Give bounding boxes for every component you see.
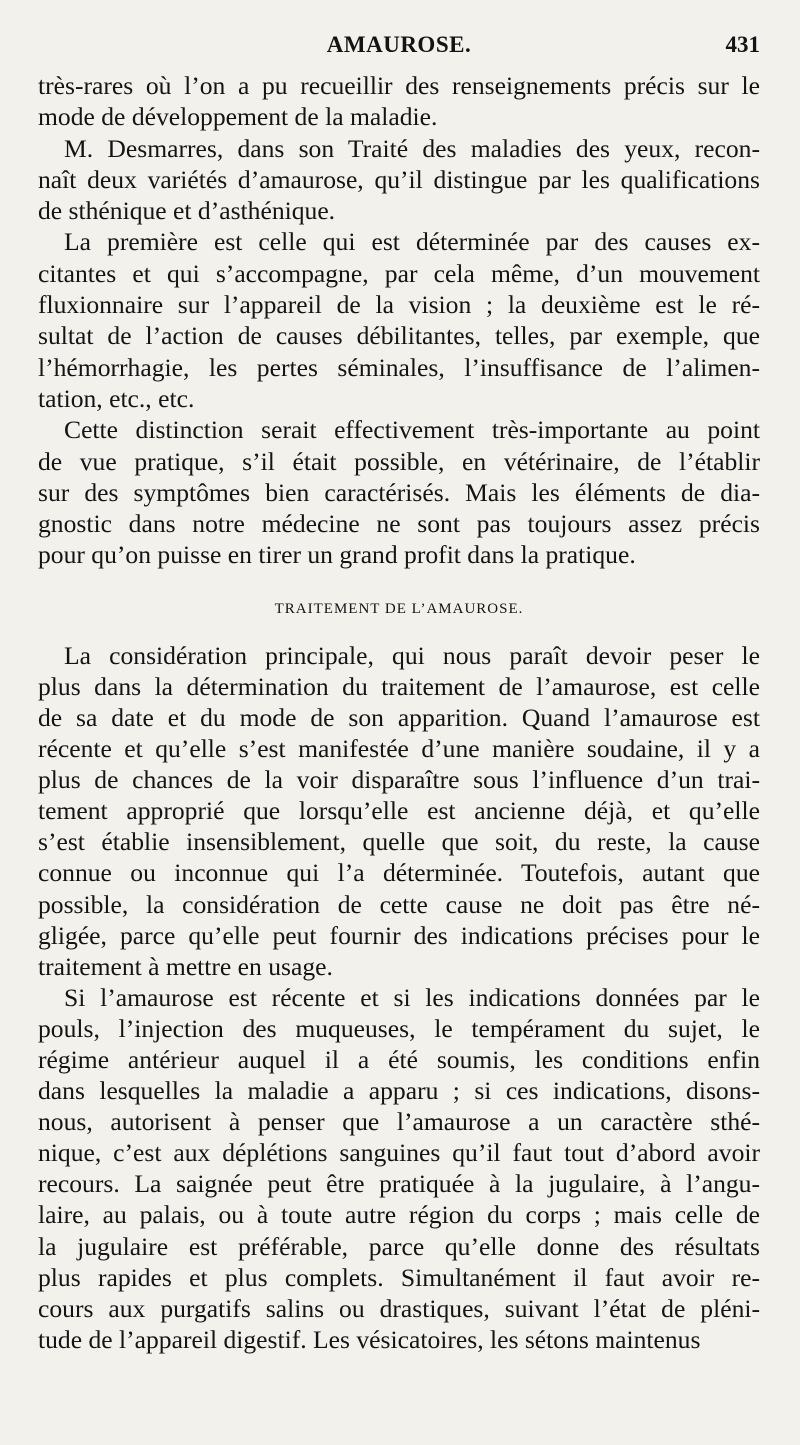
text-line: dans lesquelles la maladie a apparu ; si ces indications, disons- — [38, 1076, 760, 1106]
text-line: M. Desmarres, dans son Traité des maladies des yeux, recon- — [64, 133, 760, 163]
text-line: Cette distinction serait effectivement très-importante au point — [64, 415, 760, 445]
text-line: laire, au palais, ou à toute autre région du corps ; mais celle de — [38, 1200, 760, 1230]
text-line: recours. La saignée peut être pratiquée à la jugulaire, à l’angu- — [38, 1169, 760, 1199]
page-header — [38, 30, 760, 70]
text-line: plus rapides et plus complets. Simultanément il faut avoir re- — [38, 1262, 760, 1292]
text-line: fluxionnaire sur l’appareil de la vision ; la deuxième est le ré- — [38, 290, 760, 320]
text-line: sultat de l’action de causes débilitantes, telles, par exemple, que — [38, 321, 760, 351]
text-line: nous, autorisent à penser que l’amaurose a un caractère sthé- — [38, 1107, 760, 1137]
text-line: pouls, l’injection des muqueuses, le tempérament du sujet, le — [38, 1013, 760, 1043]
text-line: La considération principale, qui nous paraît devoir peser le — [64, 640, 760, 670]
text-line: de vue pratique, s’il était possible, en vétérinaire, de l’établir — [38, 446, 760, 476]
section-title: TRAITEMENT DE L’AMAUROSE. — [274, 600, 524, 617]
text-line: traitement à mettre en usage. — [38, 951, 333, 981]
text-line: gligée, parce qu’elle peut fournir des indications précises pour le — [38, 920, 760, 950]
text-line: de sa date et du mode de son apparition. Quand l’amaurose est — [38, 702, 760, 732]
text-line: tement approprié que lorsqu’elle est ancienne déjà, et qu’elle — [38, 796, 760, 826]
paragraph — [38, 982, 760, 1355]
text-line: récente et qu’elle s’est manifestée d’une manière soudaine, il y a — [38, 734, 760, 764]
body-text-bottom — [38, 640, 760, 1355]
paragraph — [38, 70, 760, 133]
body-text-top — [38, 70, 760, 571]
running-title: AMAUROSE. — [326, 32, 472, 57]
text-line: cours aux purgatifs salins ou drastiques, suivant l’état de pléni- — [38, 1293, 760, 1323]
text-line: citantes et qui s’accompagne, par cela même, d’un mouvement — [38, 258, 760, 288]
text-line: connue ou inconnue qui l’a déterminée. Toutefois, autant que — [38, 858, 760, 888]
text-line: Si l’amaurose est récente et si les indications données par le — [64, 982, 760, 1012]
paragraph — [38, 133, 760, 227]
text-line: plus de chances de la voir disparaître sous l’influence d’un trai- — [38, 765, 760, 795]
text-line: l’hémorrhagie, les pertes séminales, l’insuffisance de l’alimen- — [38, 352, 760, 382]
text-line: très-rares où l’on a pu recueillir des renseignements précis sur le — [38, 71, 760, 100]
text-line: pour qu’on puisse en tirer un grand profit dans la pratique. — [38, 540, 636, 570]
text-line: tude de l’appareil digestif. Les vésicatoires, les sétons maintenus — [38, 1324, 701, 1354]
text-line: nique, c’est aux déplétions sanguines qu’il faut tout d’abord avoir — [38, 1138, 760, 1168]
text-line: mode de développement de la maladie. — [38, 102, 438, 132]
text-line: possible, la considération de cette cause ne doit pas être né- — [38, 889, 760, 919]
text-line: naît deux variétés d’amaurose, qu’il distingue par les qualifications — [38, 164, 760, 194]
text-line: régime antérieur auquel il a été soumis, les conditions enfin — [38, 1044, 760, 1074]
paragraph — [38, 640, 760, 982]
text-line: s’est établie insensiblement, quelle que soit, du reste, la cause — [38, 827, 760, 857]
text-line: La première est celle qui est déterminée par des causes ex- — [64, 227, 760, 257]
text-line: la jugulaire est préférable, parce qu’elle donne des résultats — [38, 1231, 760, 1261]
text-line: gnostic dans notre médecine ne sont pas toujours assez précis — [38, 509, 760, 539]
paragraph — [38, 414, 760, 570]
text-line: de sthénique et d’asthénique. — [38, 196, 336, 226]
page-number: 431 — [725, 32, 760, 57]
text-line: sur des symptômes bien caractérisés. Mais les éléments de dia- — [38, 477, 760, 507]
text-line: plus dans la détermination du traitement de l’amaurose, est celle — [38, 671, 760, 701]
text-line: tation, etc., etc. — [38, 383, 195, 413]
paragraph — [38, 226, 760, 414]
